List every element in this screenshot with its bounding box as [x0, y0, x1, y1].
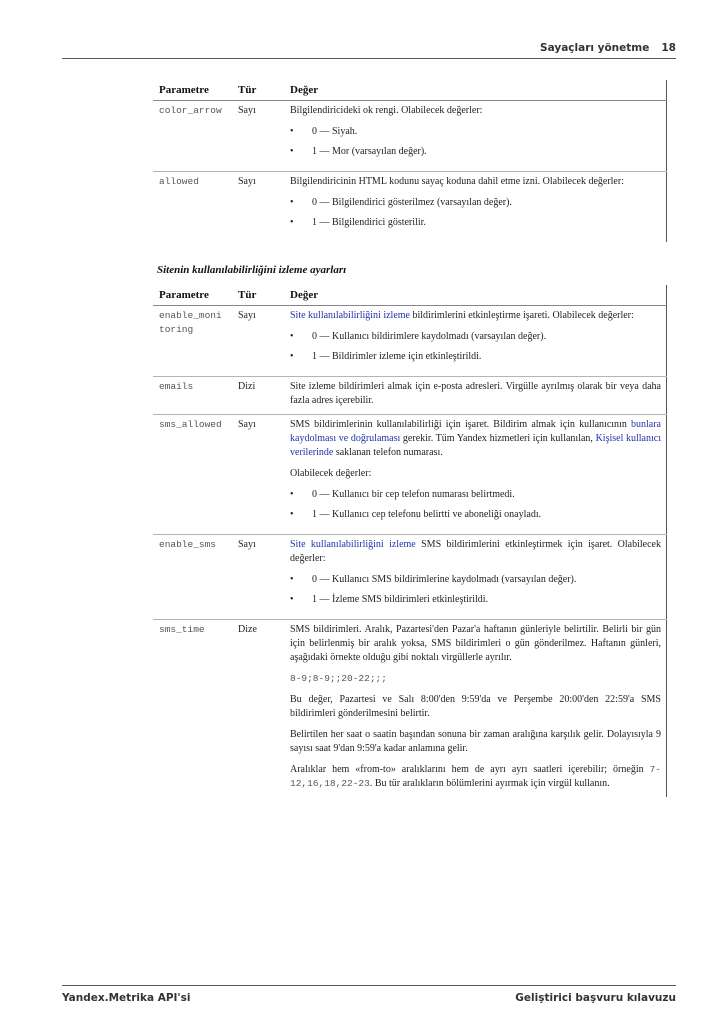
page-header [62, 38, 676, 59]
list-item: • 1 — Bilgilendirici gösterilir. [290, 217, 426, 228]
col-header-value: Değer [284, 285, 667, 306]
section-title: Sitenin kullanılabilirliğini izleme ayarları [157, 264, 347, 276]
param-type: Dize [238, 624, 257, 635]
param-description: SMS bildirimlerinin kullanılabilirliği için işaret. Bildirim almak için kullanıcının bunlara kaydolması ve doğrulaması gerekir. Tüm Yandex hizmetleri için kullanılan, Kişisel kullanıcı verilerinde saklanan telefon numarası. [290, 419, 661, 458]
param-type: Dizi [232, 377, 284, 415]
param-description: Aralıklar hem «from-to» aralıklarını hem de ayrı ayrı saatleri içerebilir; örneğin 7-12,16,18,22-23. Bu tür aralıkların bölümlerini ayırmak için virgül kullanın. [290, 764, 661, 789]
list-item: • 0 — Kullanıcı SMS bildirimlerine kaydolmadı (varsayılan değer). [290, 574, 577, 585]
header-title: Sayaçları yönetme [540, 42, 650, 54]
table-row [153, 415, 667, 535]
param-description: Site izleme bildirimleri almak için e-posta adresleri. Virgülle ayrılmış olarak bir veya daha fazla adres içerebilir. [290, 381, 661, 406]
param-description: Olabilecek değerler: [290, 468, 372, 479]
col-header-param: Parametre [153, 80, 232, 101]
param-name: sms_allowed [159, 419, 222, 430]
param-type: Sayı [238, 176, 256, 187]
table-row [153, 306, 667, 377]
list-item: • 1 — Bildirimler izleme için etkinleştirildi. [290, 351, 482, 362]
table-row [153, 172, 667, 243]
subscribe-link[interactable]: bunlara kaydolması ve doğrulaması [290, 419, 661, 444]
param-description: Bilgilendiricideki ok rengi. Olabilecek değerler: [290, 105, 483, 116]
col-header-type: Tür [232, 80, 284, 101]
table-row [153, 535, 667, 620]
param-description: Site kullanılabilirliğini izleme SMS bildirimlerini etkinleştirmek için işaret. Olabilecek değerler: [290, 539, 661, 564]
list-item: • 0 — Bilgilendirici gösterilmez (varsayılan değer). [290, 197, 512, 208]
param-type: Sayı [232, 306, 284, 377]
param-name: color_arrow [159, 105, 222, 116]
param-description: Belirtilen her saat o saatin başından sonuna bir zaman aralığına karşılık gelir. Dolayısıyla 9 sayısı saat 9'dan 9:59'a kadar anlamına gelir. [290, 729, 661, 754]
param-description: Bilgilendiricinin HTML kodunu sayaç koduna dahil etme izni. Olabilecek değerler: [290, 176, 624, 187]
informer-params-table [153, 80, 667, 242]
list-item: • 1 — Mor (varsayılan değer). [290, 146, 427, 157]
param-description: Site kullanılabilirliğini izleme bildirimlerini etkinleştirme işareti. Olabilecek değerler: [290, 310, 634, 321]
table-header-row [153, 80, 667, 101]
footer-left: Yandex.Metrika API'si [62, 992, 191, 1004]
list-item: • 1 — İzleme SMS bildirimleri etkinleştirildi. [290, 594, 489, 605]
list-item: • 0 — Siyah. [290, 126, 358, 137]
monitoring-params-table [153, 285, 667, 797]
footer-right: Geliştirici başvuru kılavuzu [515, 992, 676, 1004]
param-name: emails [159, 381, 194, 392]
col-header-param: Parametre [153, 285, 232, 306]
table-header-row [153, 285, 667, 306]
param-type: Sayı [232, 415, 284, 535]
table-row [153, 377, 667, 415]
list-item: • 0 — Kullanıcı bildirimlere kaydolmadı (varsayılan değer). [290, 331, 547, 342]
param-name: enable_monitoring [159, 310, 222, 335]
page-footer [62, 985, 676, 1004]
table-row [153, 101, 667, 172]
col-header-type: Tür [232, 285, 284, 306]
example-code: 8-9;8-9;;20-22;;; [290, 673, 387, 684]
col-header-value: Değer [284, 80, 667, 101]
param-description: Bu değer, Pazartesi ve Salı 8:00'den 9:59'da ve Perşembe 20:00'den 22:59'a SMS bildirimleri gönderilmesini belirtir. [290, 694, 661, 719]
param-name: allowed [159, 176, 199, 187]
param-name: enable_sms [159, 539, 217, 550]
personal-data-link[interactable]: Kişisel kullanıcı verilerinde [290, 433, 661, 458]
param-name: sms_time [159, 624, 205, 635]
monitoring-link[interactable]: Site kullanılabilirliğini izleme [290, 539, 416, 550]
inline-code: 7-12,16,18,22-23 [290, 764, 661, 789]
page-number: 18 [661, 42, 676, 54]
monitoring-link[interactable]: Site kullanılabilirliğini izleme [290, 310, 410, 321]
param-type: Sayı [232, 101, 284, 172]
list-item: • 1 — Kullanıcı cep telefonu belirtti ve aboneliği onayladı. [290, 509, 542, 520]
table-row [153, 620, 667, 798]
list-item: • 0 — Kullanıcı bir cep telefon numarası belirtmedi. [290, 489, 515, 500]
param-type: Sayı [232, 535, 284, 620]
param-description: SMS bildirimleri. Aralık, Pazartesi'den Pazar'a haftanın günleriyle belirtilir. Belirli bir gün için belirlenmiş bir aralık yoksa, SMS bildirimleri o gün gönderilmez. Haftanın günleri, aşağıdaki örnekte olduğu gibi noktalı virgüllerle ayrılır. [290, 624, 661, 663]
